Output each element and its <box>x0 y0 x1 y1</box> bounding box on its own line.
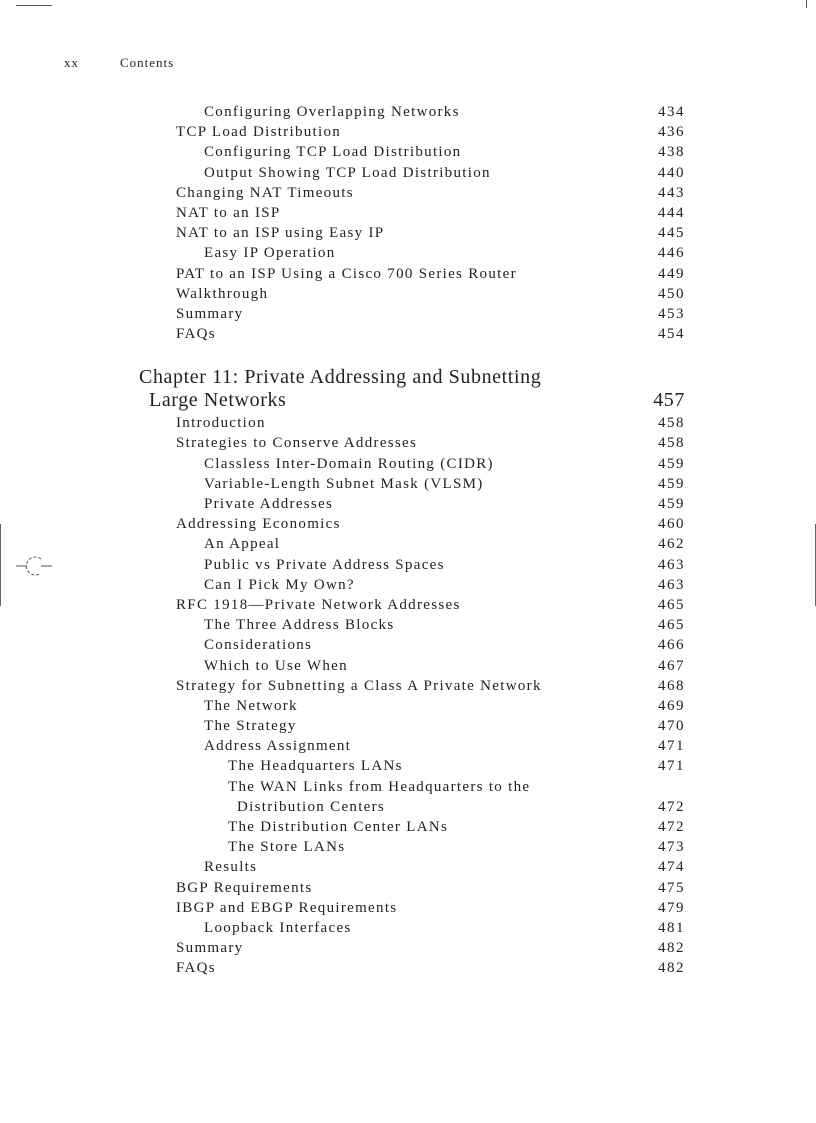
toc-entry-page: 473 <box>658 839 685 856</box>
table-of-contents <box>0 104 816 981</box>
toc-entry[interactable] <box>0 456 816 476</box>
toc-entry-title: Private Addresses <box>204 496 334 512</box>
toc-entry-title: NAT to an ISP using Easy IP <box>176 225 385 242</box>
toc-entry-page: 475 <box>658 879 685 896</box>
toc-entry-title: Summary <box>176 940 244 957</box>
toc-entry[interactable] <box>0 516 816 536</box>
toc-entry-page: 472 <box>658 819 685 835</box>
toc-entry-title: Which to Use When <box>204 657 348 674</box>
toc-entry[interactable] <box>0 536 816 556</box>
toc-entry[interactable] <box>0 326 816 346</box>
toc-entry[interactable] <box>0 738 816 758</box>
section-gap <box>0 346 816 366</box>
toc-entry-title: Summary <box>176 305 244 322</box>
toc-entry-title: NAT to an ISP <box>176 204 281 221</box>
toc-entry[interactable] <box>0 415 816 435</box>
crop-mark-top-right <box>806 0 807 8</box>
toc-entry-page: 471 <box>658 738 685 755</box>
toc-entry-page: 445 <box>658 225 685 242</box>
toc-entry-title: The Store LANs <box>228 839 346 856</box>
toc-entry-page: 465 <box>658 596 685 613</box>
toc-entry-title: FAQs <box>176 326 216 343</box>
toc-entry-title: The Headquarters LANs <box>228 758 403 775</box>
toc-entry-page: 470 <box>658 718 685 735</box>
toc-entry[interactable] <box>0 476 816 496</box>
toc-entry-title: PAT to an ISP Using a Cisco 700 Series Router <box>176 265 517 282</box>
toc-entry-page: 471 <box>658 758 685 775</box>
toc-entry[interactable] <box>0 597 816 617</box>
toc-entry-title: The Distribution Center LANs <box>228 819 449 835</box>
toc-entry-title: Can I Pick My Own? <box>204 576 355 593</box>
toc-entry-title: An Appeal <box>204 536 281 553</box>
chapter-heading[interactable] <box>0 366 816 389</box>
toc-entry-page: 458 <box>658 415 685 432</box>
toc-entry-title: Addressing Economics <box>176 516 341 533</box>
toc-entry[interactable] <box>0 617 816 637</box>
toc-entry-title: Easy IP Operation <box>204 245 336 262</box>
toc-entry[interactable] <box>0 960 816 980</box>
toc-entry-page: 462 <box>658 536 685 553</box>
toc-entry-page: 481 <box>658 919 685 936</box>
toc-entry-page: 438 <box>658 144 685 161</box>
toc-entry-title: TCP Load Distribution <box>176 124 342 141</box>
toc-entry-page: 463 <box>658 576 685 593</box>
toc-entry-title: Strategies to Conserve Addresses <box>176 435 418 452</box>
toc-entry-title: Distribution Centers <box>237 798 386 815</box>
toc-entry[interactable] <box>0 880 816 900</box>
toc-entry[interactable] <box>0 678 816 698</box>
toc-entry[interactable] <box>0 435 816 455</box>
toc-entry[interactable] <box>0 496 816 516</box>
toc-entry-title: The WAN Links from Headquarters to the <box>228 778 531 795</box>
toc-entry-title: Configuring Overlapping Networks <box>204 104 460 120</box>
toc-entry-title: Address Assignment <box>204 738 352 755</box>
toc-entry-title: IBGP and EBGP Requirements <box>176 899 398 916</box>
crop-mark-top <box>16 5 52 6</box>
toc-entry-page: 459 <box>658 496 685 512</box>
toc-entry[interactable] <box>0 698 816 718</box>
toc-entry[interactable] <box>0 799 816 819</box>
toc-entry-page: 459 <box>658 475 685 492</box>
toc-entry-page: 436 <box>658 124 685 141</box>
toc-entry-title: Configuring TCP Load Distribution <box>204 144 462 161</box>
toc-entry-page: 482 <box>658 940 685 957</box>
toc-entry-page: 449 <box>658 265 685 282</box>
toc-entry-page: 444 <box>658 204 685 221</box>
toc-entry-title: The Strategy <box>204 718 297 735</box>
toc-entry-title: Output Showing TCP Load Distribution <box>204 164 491 181</box>
toc-entry[interactable] <box>0 859 816 879</box>
toc-entry[interactable] <box>0 577 816 597</box>
toc-entry-page: 466 <box>658 637 685 654</box>
toc-entry[interactable] <box>0 225 816 245</box>
chapter-title-line2: Large Networks <box>149 389 287 412</box>
toc-entry[interactable] <box>0 758 816 778</box>
toc-entry-title: BGP Requirements <box>176 879 313 896</box>
toc-entry-page: 465 <box>658 617 685 634</box>
toc-entry-title: Public vs Private Address Spaces <box>204 556 445 573</box>
toc-entry-title: Changing NAT Timeouts <box>176 184 354 201</box>
toc-entry-title: RFC 1918—Private Network Addresses <box>176 596 461 613</box>
toc-entry[interactable] <box>0 245 816 265</box>
toc-entry-page: 474 <box>658 859 685 876</box>
toc-entry[interactable] <box>0 165 816 185</box>
toc-entry[interactable] <box>0 185 816 205</box>
toc-entry-page: 469 <box>658 697 685 714</box>
toc-entry-page: 468 <box>658 677 685 694</box>
toc-entry[interactable] <box>0 144 816 164</box>
toc-entry[interactable] <box>0 940 816 960</box>
running-head <box>64 55 174 71</box>
toc-entry-page: 463 <box>658 556 685 573</box>
toc-entry[interactable] <box>0 658 816 678</box>
page-folio: xx <box>64 55 79 70</box>
toc-entry[interactable] <box>0 306 816 326</box>
toc-entry[interactable] <box>0 104 816 124</box>
toc-entry[interactable] <box>0 124 816 144</box>
chapter-title-line1: Chapter 11: Private Addressing and Subnetting <box>139 366 542 389</box>
toc-entry-page: 450 <box>658 285 685 302</box>
toc-entry[interactable] <box>0 557 816 577</box>
toc-entry[interactable] <box>0 819 816 839</box>
toc-entry-page: 443 <box>658 184 685 201</box>
toc-entry-title: Variable-Length Subnet Mask (VLSM) <box>204 475 484 492</box>
toc-entry-page: 458 <box>658 435 685 452</box>
toc-entry[interactable] <box>0 900 816 920</box>
toc-entry-title: Classless Inter-Domain Routing (CIDR) <box>204 455 494 472</box>
toc-entry-page: 482 <box>658 960 685 977</box>
toc-entry-page: 459 <box>658 455 685 472</box>
toc-entry-page: 460 <box>658 516 685 533</box>
toc-entry-title: The Three Address Blocks <box>204 617 395 634</box>
running-title: Contents <box>120 55 175 70</box>
toc-entry[interactable] <box>0 286 816 306</box>
toc-entry-page: 479 <box>658 899 685 916</box>
toc-entry[interactable] <box>0 637 816 657</box>
toc-entry-page: 453 <box>658 305 685 322</box>
toc-entry-page: 434 <box>658 104 685 120</box>
toc-entry[interactable] <box>0 779 816 799</box>
toc-entry[interactable] <box>0 718 816 738</box>
toc-entry-page: 446 <box>658 245 685 262</box>
toc-entry-title: Results <box>204 859 258 876</box>
toc-entry[interactable] <box>0 839 816 859</box>
toc-entry-page: 454 <box>658 326 685 343</box>
toc-entry-title: Considerations <box>204 637 313 654</box>
toc-entry-title: Introduction <box>176 415 266 432</box>
toc-entry[interactable] <box>0 266 816 286</box>
toc-entry[interactable] <box>0 205 816 225</box>
toc-entry-page: 467 <box>658 657 685 674</box>
chapter-heading-continued[interactable] <box>0 389 816 415</box>
chapter-page: 457 <box>653 389 685 412</box>
toc-entry-page: 472 <box>658 798 685 815</box>
toc-entry-page: 440 <box>658 164 685 181</box>
toc-entry-title: Loopback Interfaces <box>204 919 352 936</box>
toc-entry-title: FAQs <box>176 960 216 977</box>
toc-entry-title: The Network <box>204 697 298 714</box>
toc-entry-title: Walkthrough <box>176 285 269 302</box>
toc-entry[interactable] <box>0 920 816 940</box>
toc-entry-title: Strategy for Subnetting a Class A Private Network <box>176 677 542 694</box>
